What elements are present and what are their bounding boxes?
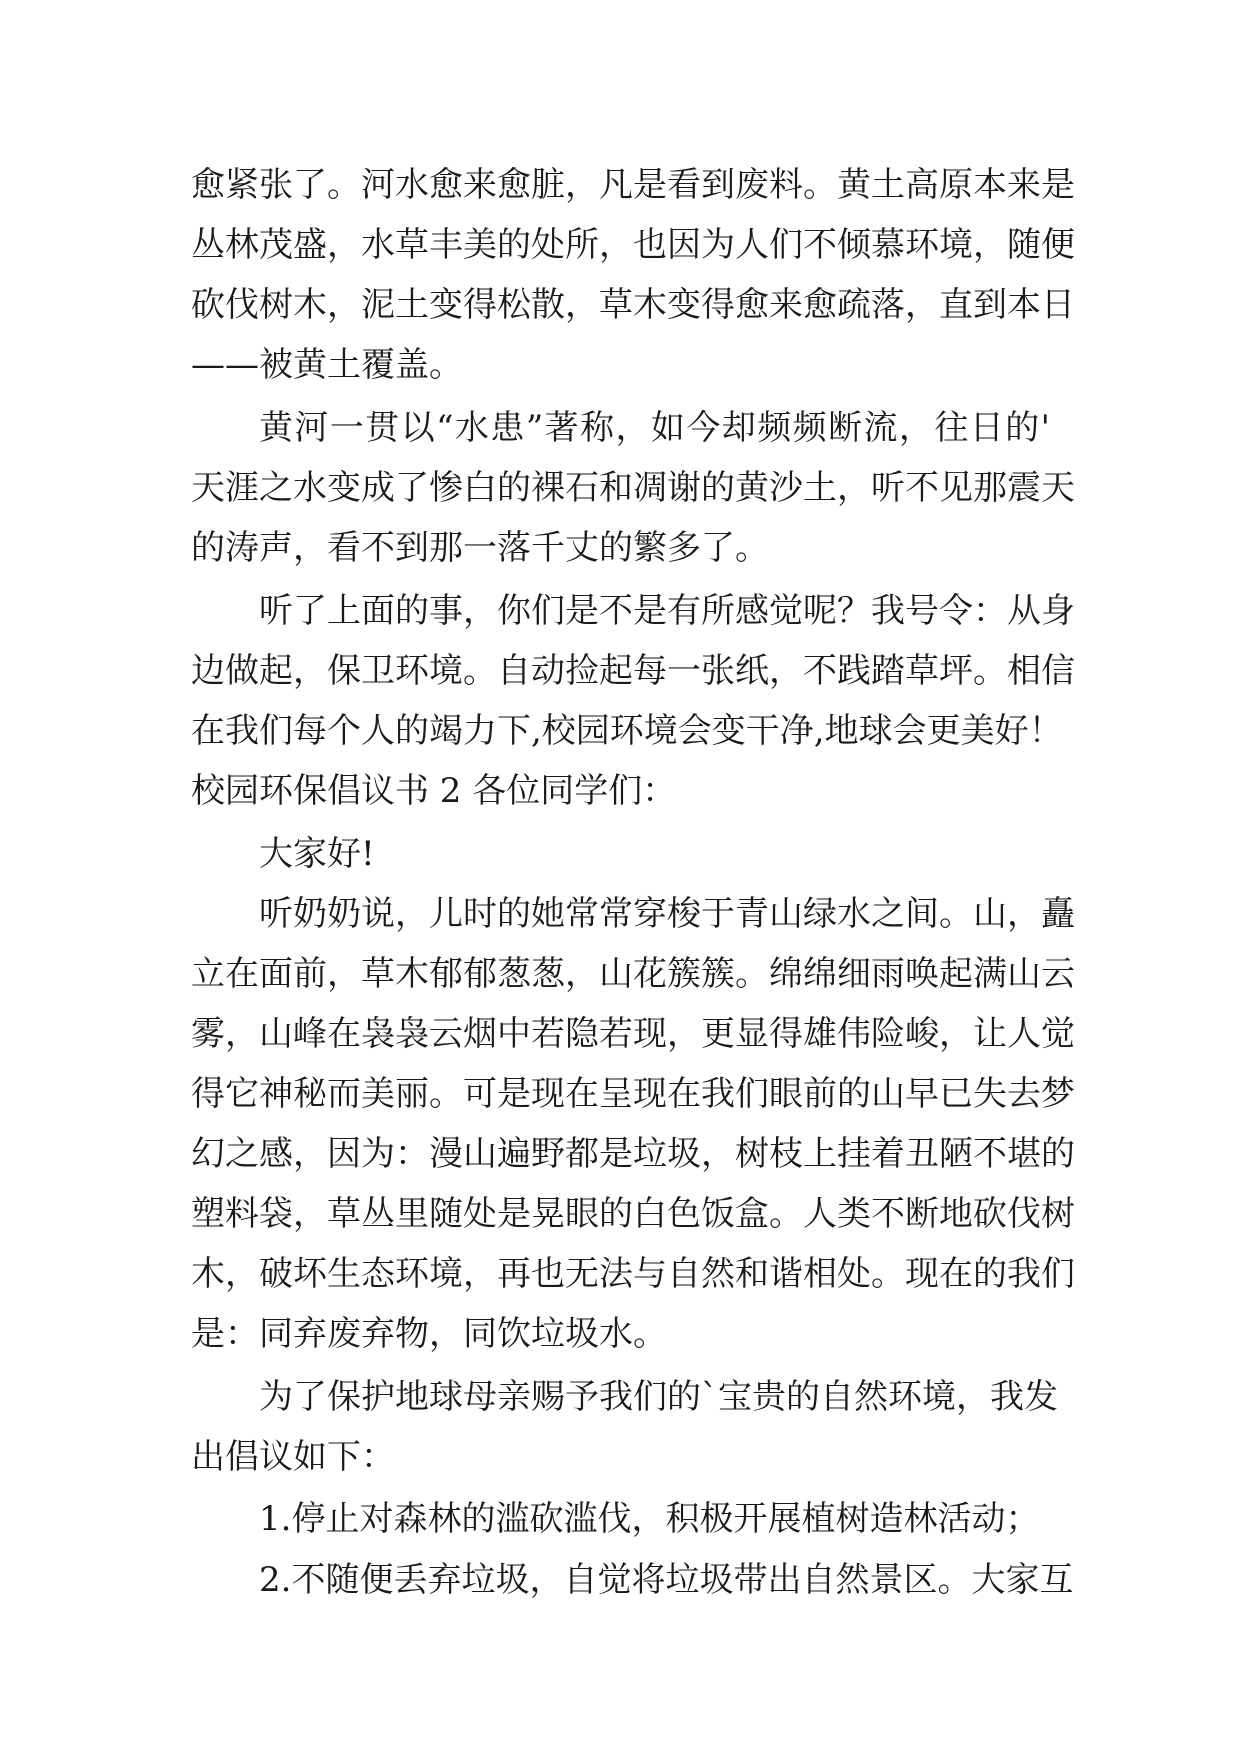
text-line: 愈紧张了。河水愈来愈脏，凡是看到废料。黄土高原本来是: [191, 165, 1075, 205]
text-line: 1.停止对森林的滥砍滥伐，积极开展植树造林活动；: [259, 1499, 1040, 1539]
text-line: 天涯之水变成了惨白的裸石和凋谢的黄沙土，听不见那震天: [191, 468, 1075, 508]
text-line: 雾，山峰在袅袅云烟中若隐若现，更显得雄伟险峻，让人觉: [191, 1014, 1075, 1054]
text-line: 立在面前，草木郁郁葱葱，山花簇簇。绵绵细雨唤起满山云: [191, 954, 1075, 994]
text-line: 听奶奶说，儿时的她常常穿梭于青山绿水之间。山，矗: [259, 894, 1075, 934]
text-line: ——被黄土覆盖。: [191, 345, 463, 385]
text-line: 大家好!: [259, 834, 375, 874]
text-line: 砍伐树木，泥土变得松散，草木变得愈来愈疏落，直到本日: [191, 285, 1075, 325]
text-line: 为了保护地球母亲赐予我们的`宝贵的自然环境，我发: [259, 1377, 1058, 1417]
text-line: 校园环保倡议书 2 各位同学们：: [191, 771, 677, 811]
text-line: 在我们每个人的竭力下,校园环境会变干净,地球会更美好！: [191, 711, 1063, 751]
text-line: 2.不随便丢弃垃圾，自觉将垃圾带出自然景区。大家互: [259, 1560, 1074, 1600]
text-line: 边做起，保卫环境。自动捡起每一张纸，不践踏草坪。相信: [191, 651, 1075, 691]
text-line: 木，破坏生态环境，再也无法与自然和谐相处。现在的我们: [191, 1254, 1075, 1294]
text-line: 塑料袋，草丛里随处是晃眼的白色饭盒。人类不断地砍伐树: [191, 1194, 1075, 1234]
text-line: 黄河一贯以“水患”著称，如今却频频断流，往日的': [259, 408, 1050, 448]
text-line: 丛林茂盛，水草丰美的处所，也因为人们不倾慕环境，随便: [191, 225, 1075, 265]
text-line: 听了上面的事，你们是不是有所感觉呢？我号令：从身: [259, 591, 1075, 631]
text-line: 是：同弃废弃物，同饮垃圾水。: [191, 1314, 667, 1354]
text-line: 出倡议如下：: [191, 1437, 395, 1477]
text-line: 幻之感，因为：漫山遍野都是垃圾，树枝上挂着丑陋不堪的: [191, 1134, 1075, 1174]
text-line: 得它神秘而美丽。可是现在呈现在我们眼前的山早已失去梦: [191, 1074, 1075, 1114]
text-line: 的涛声，看不到那一落千丈的繁多了。: [191, 528, 769, 568]
